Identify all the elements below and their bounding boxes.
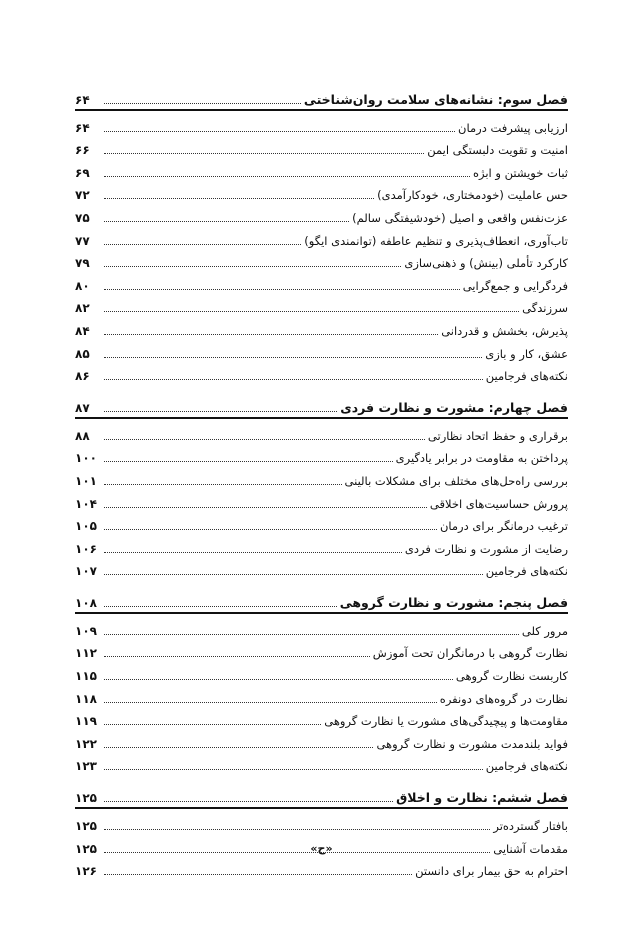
dot-leader xyxy=(104,801,393,802)
dot-leader xyxy=(104,529,437,530)
entry-title: پرورش حساسیت‌های اخلاقی xyxy=(429,496,568,511)
page-folio: «ح» xyxy=(310,842,333,855)
dot-leader xyxy=(104,461,393,462)
entry-page-number: ۱۰۱ xyxy=(75,473,97,488)
entry-page-number: ۱۲۲ xyxy=(75,736,97,751)
entry-title: مقاومت‌ها و پیچیدگی‌های مشورت یا نظارت گروهی xyxy=(324,714,568,729)
dot-leader xyxy=(104,606,337,607)
entry-title: امنیت و تقویت دلبستگی ایمن xyxy=(427,143,568,158)
dot-leader xyxy=(104,153,424,154)
toc-entry[interactable] xyxy=(75,489,568,512)
toc-entry[interactable] xyxy=(75,421,568,444)
entry-page-number: ۱۰۹ xyxy=(75,623,97,638)
entry-title: عزت‌نفس واقعی و اصیل (خودشیفتگی سالم) xyxy=(352,210,568,225)
entry-page-number: ۶۶ xyxy=(75,143,90,158)
entry-page-number: ۷۹ xyxy=(75,256,90,271)
toc-entry[interactable] xyxy=(75,752,568,775)
toc-entry[interactable] xyxy=(75,707,568,730)
chapter-page-number: ۱۰۸ xyxy=(75,596,97,611)
dot-leader xyxy=(104,357,482,358)
toc-entry[interactable] xyxy=(75,857,568,880)
entry-title: نکته‌های فرجامین xyxy=(485,759,568,774)
toc-entry[interactable] xyxy=(75,113,568,136)
toc-entry[interactable] xyxy=(75,226,568,249)
entry-page-number: ۶۹ xyxy=(75,165,90,180)
entry-title: کارکرد تأملی (بینش) و ذهنی‌سازی xyxy=(404,256,568,271)
entry-page-number: ۱۱۵ xyxy=(75,669,97,684)
dot-leader xyxy=(104,103,301,104)
dot-leader xyxy=(104,176,470,177)
dot-leader xyxy=(104,507,427,508)
dot-leader xyxy=(104,198,374,199)
chapter-heading[interactable] xyxy=(75,84,568,111)
entry-page-number: ۱۱۹ xyxy=(75,714,97,729)
dot-leader xyxy=(104,656,370,657)
toc-entry[interactable] xyxy=(75,294,568,317)
entry-title: پذیرش، بخشش و قدردانی xyxy=(441,323,568,338)
toc-entry[interactable] xyxy=(75,534,568,557)
entry-title: عشق، کار و بازی xyxy=(485,346,568,361)
dot-leader xyxy=(104,724,321,725)
entry-title: ارزیابی پیشرفت درمان xyxy=(458,120,568,135)
entry-page-number: ۱۰۴ xyxy=(75,496,97,511)
dot-leader xyxy=(104,552,402,553)
toc-entry[interactable] xyxy=(75,339,568,362)
entry-page-number: ۷۵ xyxy=(75,210,90,225)
dot-leader xyxy=(104,484,342,485)
dot-leader xyxy=(104,874,412,875)
entry-title: پرداختن به مقاومت در برابر یادگیری xyxy=(395,451,568,466)
entry-title: حس عاملیت (خودمختاری، خودکارآمدی) xyxy=(377,188,568,203)
chapter-title: فصل پنجم: مشورت و نظارت گروهی xyxy=(339,595,568,611)
entry-page-number: ۱۱۸ xyxy=(75,691,97,706)
entry-title: بافتار گسترده‌تر xyxy=(493,819,568,834)
toc-chapter xyxy=(75,587,568,774)
toc-entry[interactable] xyxy=(75,362,568,385)
toc-entry[interactable] xyxy=(75,466,568,489)
entry-page-number: ۸۸ xyxy=(75,428,90,443)
entry-title: برقراری و حفظ اتحاد نظارتی xyxy=(427,428,568,443)
dot-leader xyxy=(104,829,490,830)
chapter-heading[interactable] xyxy=(75,587,568,614)
chapter-title: فصل سوم: نشانه‌های سلامت روان‌شناختی xyxy=(303,92,568,107)
toc-entry[interactable] xyxy=(75,249,568,272)
dot-leader xyxy=(104,747,373,748)
entry-page-number: ۱۰۶ xyxy=(75,541,97,556)
dot-leader xyxy=(104,266,401,267)
dot-leader xyxy=(104,679,453,680)
entry-title: مرور کلی xyxy=(521,623,568,638)
entry-title: ترغیب درمانگر برای درمان xyxy=(439,519,568,534)
chapter-heading[interactable] xyxy=(75,782,568,809)
chapter-title: فصل ششم: نظارت و اخلاق xyxy=(396,790,568,806)
dot-leader xyxy=(104,769,483,770)
entry-title: احترام به حق بیمار برای دانستن xyxy=(415,864,568,879)
chapter-page-number: ۸۷ xyxy=(75,401,90,416)
toc-entry[interactable] xyxy=(75,158,568,181)
toc-entry[interactable] xyxy=(75,316,568,339)
toc-entry[interactable] xyxy=(75,271,568,294)
chapter-page-number: ۱۲۵ xyxy=(75,791,97,806)
dot-leader xyxy=(104,244,301,245)
entry-page-number: ۸۶ xyxy=(75,369,90,384)
entry-page-number: ۷۷ xyxy=(75,233,90,248)
toc-entry[interactable] xyxy=(75,557,568,580)
entry-title: فواید بلندمدت مشورت و نظارت گروهی xyxy=(376,736,568,751)
toc-entry[interactable] xyxy=(75,661,568,684)
toc-entry[interactable] xyxy=(75,639,568,662)
toc-chapter xyxy=(75,392,568,579)
dot-leader xyxy=(104,311,519,312)
entry-page-number: ۱۱۲ xyxy=(75,646,97,661)
entry-page-number: ۷۲ xyxy=(75,188,90,203)
toc-entry[interactable] xyxy=(75,512,568,535)
entry-title: بررسی راه‌حل‌های مختلف برای مشکلات بالینی xyxy=(344,473,568,488)
entry-page-number: ۸۵ xyxy=(75,346,90,361)
entry-title: رضایت از مشورت و نظارت فردی xyxy=(404,541,568,556)
dot-leader xyxy=(104,439,425,440)
entry-page-number: ۱۰۷ xyxy=(75,564,97,579)
entry-page-number: ۶۴ xyxy=(75,120,90,135)
toc-entry[interactable] xyxy=(75,203,568,226)
dot-leader xyxy=(104,379,483,380)
toc-entry[interactable] xyxy=(75,684,568,707)
entry-title: تاب‌آوری، انعطاف‌پذیری و تنظیم عاطفه (توانمندی ایگو) xyxy=(304,233,568,248)
entry-title: نظارت گروهی با درمانگران تحت آموزش xyxy=(372,646,568,661)
entry-title: مقدمات آشنایی xyxy=(493,841,568,856)
dot-leader xyxy=(104,131,455,132)
entry-page-number: ۱۰۵ xyxy=(75,519,97,534)
entry-title: کاربست نظارت گروهی xyxy=(455,669,568,684)
entry-page-number: ۱۲۶ xyxy=(75,864,97,879)
entry-title: نکته‌های فرجامین xyxy=(485,564,568,579)
toc-entry[interactable] xyxy=(75,616,568,639)
toc-chapter xyxy=(75,84,568,384)
entry-page-number: ۱۲۵ xyxy=(75,819,97,834)
entry-title: سرزندگی xyxy=(522,301,568,316)
toc-entry[interactable] xyxy=(75,811,568,834)
toc-entry[interactable] xyxy=(75,444,568,467)
dot-leader xyxy=(104,221,349,222)
entry-page-number: ۸۴ xyxy=(75,323,90,338)
entry-page-number: ۱۲۳ xyxy=(75,759,97,774)
toc-entry[interactable] xyxy=(75,136,568,159)
chapter-heading[interactable] xyxy=(75,392,568,419)
dot-leader xyxy=(104,702,437,703)
toc-entry[interactable] xyxy=(75,729,568,752)
entry-page-number: ۸۲ xyxy=(75,301,90,316)
entry-page-number: ۱۲۵ xyxy=(75,841,97,856)
entry-title: فردگرایی و جمع‌گرایی xyxy=(462,278,568,293)
entry-page-number: ۸۰ xyxy=(75,278,90,293)
dot-leader xyxy=(104,289,460,290)
toc-entry[interactable] xyxy=(75,181,568,204)
dot-leader xyxy=(104,634,519,635)
table-of-contents xyxy=(75,84,568,887)
entry-title: ثبات خویشتن و ابژه xyxy=(472,165,568,180)
entry-title: نظارت در گروه‌های دونفره xyxy=(439,691,568,706)
chapter-title: فصل چهارم: مشورت و نظارت فردی xyxy=(340,400,568,416)
chapter-page-number: ۶۴ xyxy=(75,93,90,107)
entry-title: نکته‌های فرجامین xyxy=(485,369,568,384)
entry-page-number: ۱۰۰ xyxy=(75,451,97,466)
toc-chapter xyxy=(75,782,568,879)
dot-leader xyxy=(104,574,483,575)
dot-leader xyxy=(104,411,337,412)
dot-leader xyxy=(104,334,438,335)
